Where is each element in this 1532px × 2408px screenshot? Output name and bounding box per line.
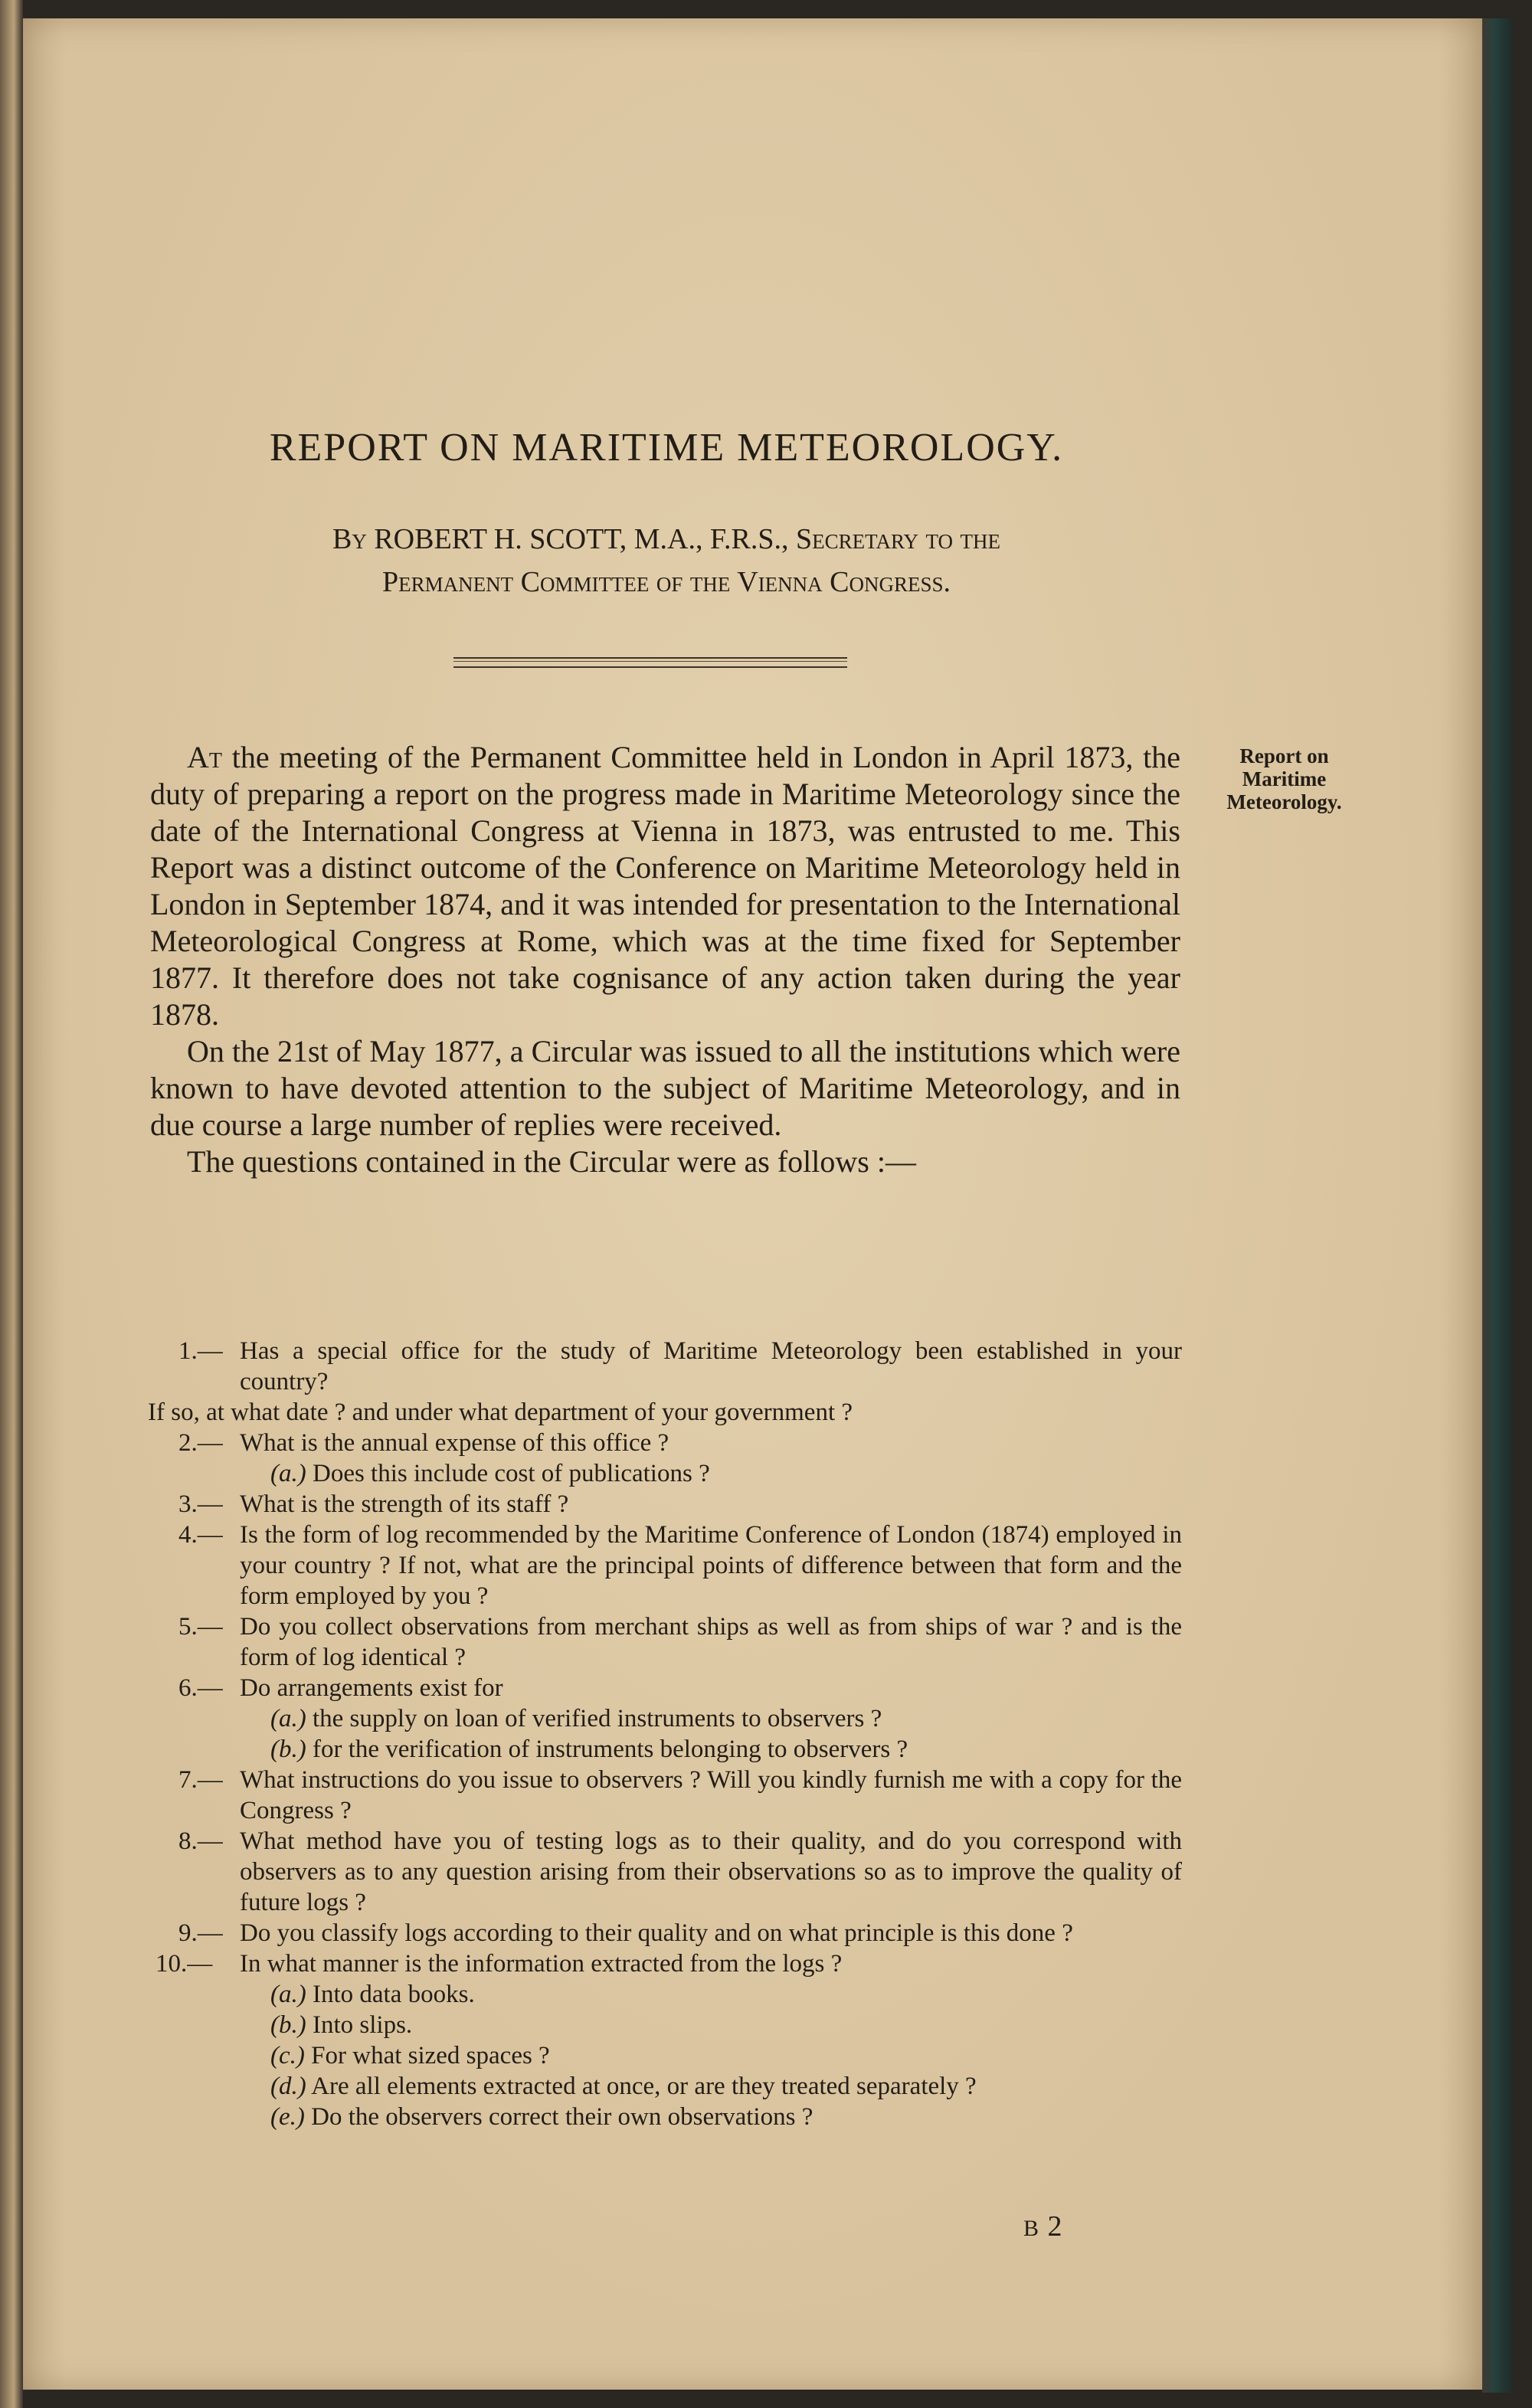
question-10-sub-d (178, 2071, 1182, 2102)
margin-note-line-3: Meteorology. (1226, 790, 1342, 813)
question-1-continuation: If so, at what date ? and under what department of your government ? (148, 1399, 853, 1426)
question-text: Has a special office for the study of Maritime Meteorology been established in your country? (240, 1337, 1182, 1395)
question-number: 4.— (178, 1521, 223, 1549)
sub-letter: (c.) (270, 2042, 305, 2069)
question-6-sub-b (178, 1734, 1182, 1765)
sub-text: the supply on loan of verified instruments to observers ? (312, 1705, 882, 1732)
question-number: 1.— (178, 1337, 223, 1365)
question-text: Do you collect observations from merchant ships as well as from ships of war ? and is the form of log identical ? (240, 1613, 1182, 1671)
signature-number: 2 (1047, 2210, 1062, 2243)
question-8 (178, 1826, 1182, 1918)
byline (0, 518, 1333, 604)
question-6-sub-a (178, 1703, 1182, 1734)
question-number: 6.— (178, 1674, 223, 1702)
double-rule-middle (453, 661, 847, 662)
question-number: 3.— (178, 1490, 223, 1518)
questions-list (148, 1336, 1182, 2132)
sub-letter: (a.) (270, 1460, 306, 1487)
question-number: 10.— (155, 1950, 213, 1978)
margin-note-line-2: Maritime (1242, 767, 1327, 790)
question-9 (178, 1918, 1182, 1948)
question-10-sub-b (178, 2010, 1182, 2040)
question-10-sub-a (178, 1979, 1182, 2010)
sub-text: for the verification of instruments belonging to observers ? (312, 1736, 908, 1763)
question-text: In what manner is the information extracted from the logs ? (240, 1950, 843, 1978)
paragraph-2: On the 21st of May 1877, a Circular was issued to all the institutions which were known to have devoted attention to the subject of Maritime Meteorology, and in due course a large number of replies were received. (150, 1034, 1180, 1142)
sub-text: Into slips. (312, 2011, 413, 2039)
question-6 (178, 1673, 1182, 1703)
sub-text: Are all elements extracted at once, or are they treated separately ? (311, 2073, 977, 2100)
sub-text: Do the observers correct their own observations ? (311, 2103, 813, 2131)
question-number: 7.— (178, 1766, 223, 1794)
question-7 (178, 1765, 1182, 1826)
question-text: What is the strength of its staff ? (240, 1490, 569, 1518)
question-10-sub-c (178, 2040, 1182, 2071)
sub-text: Does this include cost of publications ? (312, 1460, 710, 1487)
double-rule-divider (453, 657, 847, 668)
sub-letter: (e.) (270, 2103, 305, 2131)
byline-line-1 (0, 518, 1333, 561)
question-number: 5.— (178, 1613, 223, 1641)
byline-author: ROBERT H. SCOTT, M.A., F.R.S., (374, 523, 789, 555)
question-10 (155, 1948, 1182, 1979)
question-text: What method have you of testing logs as to their quality, and do you correspond with observers as to any question arising from their observations so as to improve the quality of future logs ? (240, 1827, 1182, 1916)
sub-letter: (a.) (270, 1981, 306, 2008)
margin-note (1206, 744, 1363, 813)
margin-note-line-1: Report on (1239, 744, 1329, 767)
question-text: Do you classify logs according to their quality and on what principle is this done ? (240, 1919, 1073, 1947)
sub-letter: (a.) (270, 1705, 306, 1732)
sub-text: Into data books. (312, 1981, 475, 2008)
question-number: 8.— (178, 1827, 223, 1855)
question-3 (178, 1489, 1182, 1520)
byline-role: Secretary to the (796, 523, 1001, 555)
sub-text: For what sized spaces ? (311, 2042, 550, 2069)
byline-line-2: Permanent Committee of the Vienna Congress. (381, 566, 951, 598)
body-text (150, 739, 1180, 1180)
question-text: What instructions do you issue to observers ? Will you kindly furnish me with a copy for the Congress ? (240, 1766, 1182, 1824)
page-title: REPORT ON MARITIME METEOROLOGY. (269, 426, 1064, 469)
paragraph-1 (150, 739, 1180, 1033)
sub-letter: (b.) (270, 1736, 306, 1763)
paragraph-1-lead: At (187, 740, 222, 774)
byline-by: By (332, 523, 367, 555)
paragraph-1-text: the meeting of the Permanent Committee held in London in April 1873, the duty of preparing a report on the progress made in Maritime Meteorology since the date of the International Congress at Vienna in 1873, was entrusted to me. This Report was a distinct outcome of the Conference on Maritime Meteorology held in London in September 1874, and it was intended for presentation to the International Meteorological Congress at Rome, which was at the time fixed for September 1877. It therefore does not take cognisance of any action taken during the year 1878. (150, 740, 1180, 1032)
question-2 (178, 1428, 1182, 1458)
question-10-sub-e (178, 2102, 1182, 2132)
question-5 (178, 1611, 1182, 1673)
question-text: What is the annual expense of this office ? (240, 1429, 669, 1457)
signature-mark (1023, 2210, 1062, 2243)
question-2-sub-a (178, 1458, 1182, 1489)
question-number: 9.— (178, 1919, 223, 1947)
adjacent-page-edge (0, 0, 23, 2408)
paragraph-3: The questions contained in the Circular were as follows :— (187, 1144, 916, 1179)
question-1 (178, 1336, 1182, 1397)
signature-letter: B (1023, 2216, 1041, 2241)
sub-letter: (b.) (270, 2011, 306, 2039)
book-binding-edge (1482, 18, 1513, 2393)
question-4 (178, 1520, 1182, 1611)
sub-letter: (d.) (270, 2073, 306, 2100)
question-number: 2.— (178, 1429, 223, 1457)
question-text: Is the form of log recommended by the Maritime Conference of London (1874) employed in your country ? If not, what are the principal points of difference between that form and the form employed by you ? (240, 1521, 1182, 1610)
question-text: Do arrangements exist for (240, 1674, 503, 1702)
